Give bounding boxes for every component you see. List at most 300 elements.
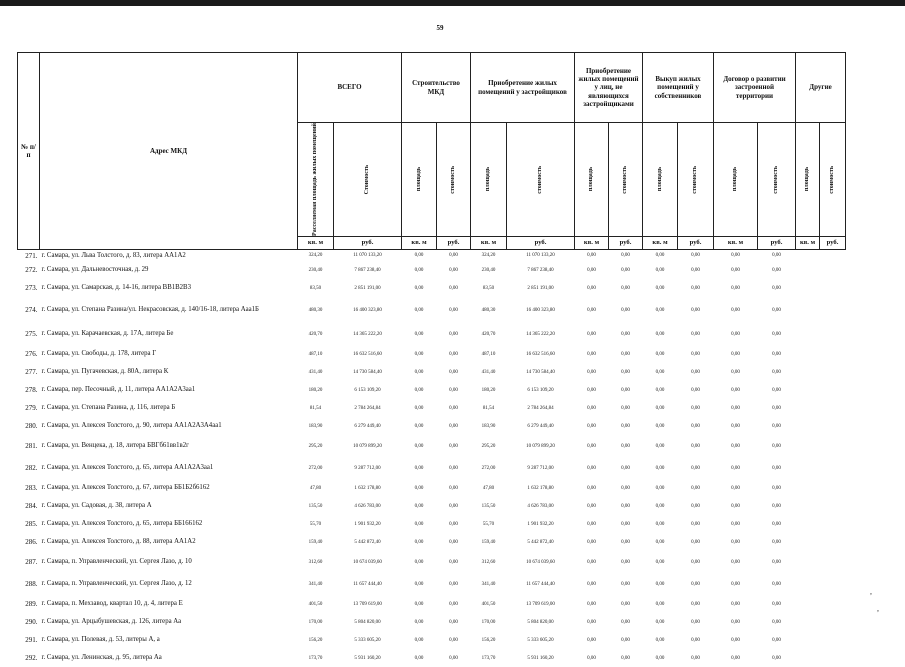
cell-nondeveloper-area: 0,00 xyxy=(587,485,596,491)
cell-nondeveloper-cost: 0,00 xyxy=(621,405,630,411)
cell-construction-cost: 0,00 xyxy=(449,285,458,291)
cell-nondeveloper-area: 0,00 xyxy=(587,267,596,273)
table-row xyxy=(18,551,846,573)
cell-development-cost: 0,00 xyxy=(772,443,781,449)
cell-buyout-area: 0,00 xyxy=(655,405,665,411)
row-address: г. Самара, ул. Самарская, д. 14-16, литера ВВ1В2В3 xyxy=(41,284,191,292)
cell-total-cost: 6 153 109,20 xyxy=(354,387,381,393)
cell-developer-cost: 11 657 444,40 xyxy=(526,581,555,587)
sub-header-area: площадь xyxy=(575,123,609,237)
unit-label: руб. xyxy=(678,236,714,249)
row-address: г. Самара, ул. Алексея Толстого, д. 67, литера ББ1Б2б6162 xyxy=(41,484,210,492)
cell-total-area: 183,90 xyxy=(308,423,323,429)
sub-header-cost: стоимость xyxy=(678,123,714,237)
cell-construction-area: 0,00 xyxy=(414,637,424,643)
cell-development-area: 0,00 xyxy=(731,253,740,259)
cell-other-cost xyxy=(820,363,846,381)
row-address: г. Самара, ул. Степана Разина/ул. Некрасовская, д. 140/16-18, литера Ааа1Б xyxy=(41,306,259,314)
cell-construction-cost: 0,00 xyxy=(449,331,458,337)
cell-other-area xyxy=(796,649,820,667)
cell-other-area xyxy=(796,457,820,479)
cell-construction-cost: 0,00 xyxy=(449,581,458,587)
cell-total-area: 55,70 xyxy=(309,521,322,527)
cell-nondeveloper-cost: 0,00 xyxy=(621,655,630,661)
cell-construction-area: 0,00 xyxy=(414,581,424,587)
cell-nondeveloper-cost: 0,00 xyxy=(621,559,630,565)
cell-development-cost: 0,00 xyxy=(772,465,781,471)
row-address: г. Самара, ул. Алексея Толстого, д. 65, литера ББ166162 xyxy=(41,520,203,528)
cell-developer-area: 312,60 xyxy=(481,559,496,565)
cell-construction-cost: 0,00 xyxy=(449,443,458,449)
cell-developer-cost: 11 070 133,20 xyxy=(526,253,555,259)
cell-developer-cost: 10 674 039,60 xyxy=(526,559,555,565)
cell-other-cost xyxy=(820,631,846,649)
cell-construction-cost: 0,00 xyxy=(449,423,458,429)
cell-other-area xyxy=(796,515,820,533)
cell-buyout-cost: 0,00 xyxy=(691,307,700,313)
cell-development-cost: 0,00 xyxy=(772,307,781,313)
cell-total-area: 173,70 xyxy=(308,655,323,661)
unit-label: кв. м xyxy=(402,236,437,249)
cell-total-cost: 7 867 238,40 xyxy=(354,267,381,273)
cell-construction-cost: 0,00 xyxy=(449,267,458,273)
col-header-number: № п/п xyxy=(18,53,40,250)
group-header-total: ВСЕГО xyxy=(298,53,402,123)
cell-nondeveloper-area: 0,00 xyxy=(587,253,596,259)
cell-buyout-cost: 0,00 xyxy=(691,285,700,291)
cell-other-cost xyxy=(820,297,846,323)
cell-developer-cost: 10 079 899,20 xyxy=(526,443,555,449)
cell-developer-cost: 2 851 191,00 xyxy=(527,285,554,291)
cell-developer-area: 156,20 xyxy=(481,637,496,643)
sub-header-area: площадь xyxy=(402,123,437,237)
sub-header-area: площадь xyxy=(796,123,820,237)
cell-buyout-cost: 0,00 xyxy=(691,581,700,587)
cell-construction-cost: 0,00 xyxy=(449,369,458,375)
cell-nondeveloper-cost: 0,00 xyxy=(621,443,630,449)
cell-buyout-area: 0,00 xyxy=(655,465,665,471)
cell-construction-area: 0,00 xyxy=(414,539,424,545)
cell-other-cost xyxy=(820,345,846,363)
table-row xyxy=(18,515,846,533)
cell-developer-area: 230,40 xyxy=(481,267,496,273)
cell-development-area: 0,00 xyxy=(731,637,740,643)
cell-other-area xyxy=(796,435,820,457)
cell-total-area: 431,40 xyxy=(308,369,323,375)
cell-nondeveloper-area: 0,00 xyxy=(587,521,596,527)
cell-developer-cost: 1 632 178,80 xyxy=(527,485,554,491)
row-address: г. Самара, ул. Степана Разина, д. 116, литера Б xyxy=(41,404,176,412)
cell-buyout-cost: 0,00 xyxy=(691,351,700,357)
row-number: 282. xyxy=(25,464,38,473)
cell-total-cost: 14 730 584,40 xyxy=(353,369,382,375)
table-row xyxy=(18,417,846,435)
cell-nondeveloper-area: 0,00 xyxy=(587,307,596,313)
row-number: 275. xyxy=(25,330,38,339)
cell-total-cost: 9 287 712,00 xyxy=(354,465,381,471)
cell-buyout-area: 0,00 xyxy=(655,253,665,259)
cell-total-cost: 2 784 264,84 xyxy=(354,405,381,411)
cell-development-cost: 0,00 xyxy=(772,405,781,411)
cell-buyout-area: 0,00 xyxy=(655,423,665,429)
cell-other-area xyxy=(796,479,820,497)
cell-nondeveloper-area: 0,00 xyxy=(587,285,596,291)
cell-total-cost: 2 851 191,00 xyxy=(354,285,381,291)
row-number: 283. xyxy=(25,484,38,493)
cell-buyout-area: 0,00 xyxy=(655,351,665,357)
row-number: 291. xyxy=(25,636,38,645)
row-number: 280. xyxy=(25,422,38,431)
sub-header-cost: стоимость xyxy=(820,123,846,237)
cell-construction-cost: 0,00 xyxy=(449,619,458,625)
cell-construction-cost: 0,00 xyxy=(449,485,458,491)
cell-nondeveloper-cost: 0,00 xyxy=(621,351,630,357)
cell-total-cost: 16 400 323,80 xyxy=(353,307,382,313)
cell-other-area xyxy=(796,631,820,649)
row-number: 278. xyxy=(25,386,38,395)
cell-developer-cost: 16 400 323,80 xyxy=(526,307,555,313)
cell-total-area: 180,20 xyxy=(308,387,323,393)
table-row xyxy=(18,345,846,363)
cell-other-cost xyxy=(820,595,846,613)
cell-other-cost xyxy=(820,479,846,497)
cell-developer-area: 47,80 xyxy=(482,485,495,491)
cell-construction-cost: 0,00 xyxy=(449,253,458,259)
cell-nondeveloper-cost: 0,00 xyxy=(621,601,630,607)
cell-nondeveloper-area: 0,00 xyxy=(587,581,596,587)
cell-buyout-area: 0,00 xyxy=(655,285,665,291)
cell-development-cost: 0,00 xyxy=(772,253,781,259)
row-address: г. Самара, ул. Алексея Толстого, д. 65, литера АА1А2А3аа1 xyxy=(41,464,214,472)
cell-buyout-cost: 0,00 xyxy=(691,485,700,491)
cell-buyout-cost: 0,00 xyxy=(691,521,700,527)
cell-developer-cost: 2 784 264,84 xyxy=(527,405,554,411)
cell-total-cost: 4 626 783,00 xyxy=(354,503,381,509)
cell-development-area: 0,00 xyxy=(731,267,740,273)
cell-developer-area: 324,20 xyxy=(481,253,496,259)
cell-developer-cost: 16 632 516,60 xyxy=(526,351,555,357)
cell-total-area: 47,80 xyxy=(309,485,322,491)
group-header-other: Другие xyxy=(796,53,846,123)
cell-total-area: 480,30 xyxy=(308,307,323,313)
cell-total-area: 341,40 xyxy=(308,581,323,587)
cell-nondeveloper-cost: 0,00 xyxy=(621,307,630,313)
cell-nondeveloper-area: 0,00 xyxy=(587,655,596,661)
cell-nondeveloper-area: 0,00 xyxy=(587,601,596,607)
row-address: г. Самара, ул. Садовая, д. 38, литера А xyxy=(41,502,152,510)
cell-other-area xyxy=(796,345,820,363)
cell-buyout-cost: 0,00 xyxy=(691,423,700,429)
cell-development-cost: 0,00 xyxy=(772,267,781,273)
cell-total-area: 159,40 xyxy=(308,539,323,545)
cell-development-cost: 0,00 xyxy=(772,559,781,565)
cell-buyout-area: 0,00 xyxy=(655,559,665,565)
cell-development-area: 0,00 xyxy=(731,559,740,565)
row-number: 281. xyxy=(25,442,38,451)
row-address: г. Самара, ул. Дальневосточная, д. 29 xyxy=(41,266,149,274)
cell-developer-cost: 9 287 712,00 xyxy=(527,465,554,471)
cell-total-area: 81,54 xyxy=(309,405,322,411)
cell-development-cost: 0,00 xyxy=(772,423,781,429)
cell-buyout-area: 0,00 xyxy=(655,655,665,661)
cell-other-cost xyxy=(820,533,846,551)
cell-other-cost xyxy=(820,649,846,667)
unit-label: кв. м xyxy=(298,236,334,249)
cell-development-cost: 0,00 xyxy=(772,655,781,661)
cell-construction-area: 0,00 xyxy=(414,559,424,565)
sub-header-area: площадь xyxy=(714,123,758,237)
cell-construction-cost: 0,00 xyxy=(449,351,458,357)
row-number: 292. xyxy=(25,654,38,663)
cell-other-cost xyxy=(820,551,846,573)
cell-construction-cost: 0,00 xyxy=(449,387,458,393)
cell-other-cost xyxy=(820,497,846,515)
cell-construction-cost: 0,00 xyxy=(449,307,458,313)
cell-development-cost: 0,00 xyxy=(772,539,781,545)
cell-other-cost xyxy=(820,417,846,435)
cell-development-cost: 0,00 xyxy=(772,601,781,607)
cell-construction-area: 0,00 xyxy=(414,443,424,449)
cell-buyout-area: 0,00 xyxy=(655,369,665,375)
table-row xyxy=(18,323,846,345)
cell-other-area xyxy=(796,399,820,417)
row-number: 290. xyxy=(25,618,38,627)
cell-nondeveloper-cost: 0,00 xyxy=(621,285,630,291)
group-header-non-developers: Приобретение жилых помещений у лиц, не являющихся застройщиками xyxy=(575,53,643,123)
table-row xyxy=(18,435,846,457)
cell-other-area xyxy=(796,417,820,435)
row-number: 286. xyxy=(25,538,38,547)
cell-development-cost: 0,00 xyxy=(772,619,781,625)
cell-nondeveloper-cost: 0,00 xyxy=(621,637,630,643)
cell-buyout-area: 0,00 xyxy=(655,443,665,449)
group-header-developers: Приобретение жилых помещений у застройщиков xyxy=(471,53,575,123)
cell-developer-area: 170,00 xyxy=(481,619,496,625)
cell-development-cost: 0,00 xyxy=(772,581,781,587)
cell-development-area: 0,00 xyxy=(731,539,740,545)
cell-developer-area: 431,40 xyxy=(481,369,496,375)
cell-other-cost xyxy=(820,515,846,533)
cell-development-cost: 0,00 xyxy=(772,351,781,357)
cell-buyout-area: 0,00 xyxy=(655,637,665,643)
cell-developer-area: 295,20 xyxy=(481,443,496,449)
cell-total-cost: 10 674 039,60 xyxy=(353,559,382,565)
cell-buyout-area: 0,00 xyxy=(655,267,665,273)
cell-nondeveloper-cost: 0,00 xyxy=(621,581,630,587)
cell-development-area: 0,00 xyxy=(731,503,740,509)
cell-developer-cost: 6 153 109,20 xyxy=(527,387,554,393)
cell-nondeveloper-cost: 0,00 xyxy=(621,465,630,471)
row-number: 274. xyxy=(25,306,38,315)
cell-developer-cost: 5 442 872,40 xyxy=(527,539,554,545)
cell-nondeveloper-area: 0,00 xyxy=(587,351,596,357)
cell-developer-area: 420,70 xyxy=(481,331,496,337)
cell-buyout-cost: 0,00 xyxy=(691,637,700,643)
cell-buyout-cost: 0,00 xyxy=(691,443,700,449)
row-address: г. Самара, ул. Алексея Толстого, д. 90, литера АА1А2А3А4аа1 xyxy=(41,422,222,430)
cell-development-area: 0,00 xyxy=(731,485,740,491)
cell-developer-area: 83,50 xyxy=(482,285,495,291)
sub-header-cost: стоимость xyxy=(758,123,796,237)
row-number: 272. xyxy=(25,266,38,275)
cell-total-cost: 5 931 160,20 xyxy=(354,655,381,661)
cell-nondeveloper-cost: 0,00 xyxy=(621,539,630,545)
cell-developer-cost: 4 626 783,00 xyxy=(527,503,554,509)
cell-total-area: 420,70 xyxy=(308,331,323,337)
cell-construction-cost: 0,00 xyxy=(449,503,458,509)
cell-construction-area: 0,00 xyxy=(414,485,424,491)
unit-label: руб. xyxy=(334,236,402,249)
cell-development-cost: 0,00 xyxy=(772,331,781,337)
cell-other-cost xyxy=(820,261,846,279)
cell-total-area: 487,10 xyxy=(308,351,323,357)
cell-other-area xyxy=(796,323,820,345)
table-row xyxy=(18,613,846,631)
cell-other-area xyxy=(796,261,820,279)
cell-total-cost: 5 804 820,00 xyxy=(354,619,381,625)
cell-development-cost: 0,00 xyxy=(772,485,781,491)
cell-buyout-cost: 0,00 xyxy=(691,619,700,625)
cell-developer-cost: 13 709 619,00 xyxy=(526,601,555,607)
unit-label: руб. xyxy=(609,236,643,249)
cell-other-area xyxy=(796,381,820,399)
cell-construction-area: 0,00 xyxy=(414,503,424,509)
cell-buyout-cost: 0,00 xyxy=(691,601,700,607)
cell-other-area xyxy=(796,613,820,631)
cell-buyout-cost: 0,00 xyxy=(691,387,700,393)
cell-development-area: 0,00 xyxy=(731,443,740,449)
row-number: 276. xyxy=(25,350,38,359)
cell-construction-area: 0,00 xyxy=(414,601,424,607)
row-number: 273. xyxy=(25,284,38,293)
cell-nondeveloper-cost: 0,00 xyxy=(621,369,630,375)
cell-development-cost: 0,00 xyxy=(772,637,781,643)
cell-developer-area: 159,40 xyxy=(481,539,496,545)
scan-mark: , xyxy=(870,587,872,596)
cell-other-cost xyxy=(820,457,846,479)
cell-nondeveloper-cost: 0,00 xyxy=(621,423,630,429)
cell-total-cost: 5 442 872,40 xyxy=(354,539,381,545)
cell-other-area xyxy=(796,497,820,515)
cell-total-area: 83,50 xyxy=(309,285,322,291)
cell-buyout-area: 0,00 xyxy=(655,307,665,313)
cell-construction-area: 0,00 xyxy=(414,351,424,357)
row-address: г. Самара, ул. Пугачевская, д. 80А, литера К xyxy=(41,368,169,376)
table-row xyxy=(18,399,846,417)
cell-developer-cost: 5 804 820,00 xyxy=(527,619,554,625)
cell-total-area: 135,50 xyxy=(308,503,323,509)
cell-construction-area: 0,00 xyxy=(414,423,424,429)
row-address: г. Самара, п. Управленческий, ул. Сергея Лазо, д. 12 xyxy=(41,580,192,588)
sub-header-cost: Стоимость xyxy=(334,123,402,237)
row-address: г. Самара, п. Управленческий, ул. Сергея Лазо, д. 10 xyxy=(41,558,192,566)
sub-header-cost: стоимость xyxy=(437,123,471,237)
cell-nondeveloper-cost: 0,00 xyxy=(621,387,630,393)
cell-total-area: 312,60 xyxy=(308,559,323,565)
table-row xyxy=(18,595,846,613)
cell-construction-area: 0,00 xyxy=(414,655,424,661)
cell-nondeveloper-cost: 0,00 xyxy=(621,503,630,509)
cell-construction-cost: 0,00 xyxy=(449,405,458,411)
cell-nondeveloper-area: 0,00 xyxy=(587,423,596,429)
cell-buyout-cost: 0,00 xyxy=(691,253,700,259)
cell-other-cost xyxy=(820,573,846,595)
cell-buyout-area: 0,00 xyxy=(655,539,665,545)
cell-nondeveloper-area: 0,00 xyxy=(587,369,596,375)
cell-total-area: 156,20 xyxy=(308,637,323,643)
cell-developer-cost: 5 931 160,20 xyxy=(527,655,554,661)
table-row xyxy=(18,261,846,279)
cell-buyout-area: 0,00 xyxy=(655,387,665,393)
cell-development-area: 0,00 xyxy=(731,405,740,411)
cell-buyout-area: 0,00 xyxy=(655,503,665,509)
cell-developer-area: 183,90 xyxy=(481,423,496,429)
cell-construction-cost: 0,00 xyxy=(449,539,458,545)
cell-buyout-cost: 0,00 xyxy=(691,331,700,337)
cell-development-cost: 0,00 xyxy=(772,521,781,527)
cell-buyout-area: 0,00 xyxy=(655,601,665,607)
table-row xyxy=(18,497,846,515)
row-number: 287. xyxy=(25,558,38,567)
unit-label: кв. м xyxy=(471,236,507,249)
cell-other-cost xyxy=(820,249,846,261)
sub-header-cost: стоимость xyxy=(507,123,575,237)
cell-development-cost: 0,00 xyxy=(772,387,781,393)
cell-buyout-cost: 0,00 xyxy=(691,539,700,545)
cell-nondeveloper-area: 0,00 xyxy=(587,503,596,509)
cell-developer-area: 55,70 xyxy=(482,521,495,527)
row-number: 285. xyxy=(25,520,38,529)
cell-buyout-area: 0,00 xyxy=(655,581,665,587)
page-number: 59 xyxy=(436,24,444,32)
cell-other-cost xyxy=(820,399,846,417)
row-number: 279. xyxy=(25,404,38,413)
housing-program-table xyxy=(17,52,846,667)
cell-developer-area: 401,50 xyxy=(481,601,496,607)
cell-construction-cost: 0,00 xyxy=(449,637,458,643)
col-header-address: Адрес МКД xyxy=(40,53,298,250)
cell-other-cost xyxy=(820,323,846,345)
cell-nondeveloper-area: 0,00 xyxy=(587,405,596,411)
cell-total-cost: 11 657 444,40 xyxy=(353,581,382,587)
cell-total-area: 272,00 xyxy=(308,465,323,471)
cell-development-area: 0,00 xyxy=(731,387,740,393)
cell-buyout-area: 0,00 xyxy=(655,485,665,491)
cell-development-cost: 0,00 xyxy=(772,369,781,375)
cell-other-cost xyxy=(820,435,846,457)
cell-development-area: 0,00 xyxy=(731,619,740,625)
cell-developer-area: 272,00 xyxy=(481,465,496,471)
unit-label: руб. xyxy=(437,236,471,249)
cell-other-area xyxy=(796,363,820,381)
cell-developer-area: 487,10 xyxy=(481,351,496,357)
cell-nondeveloper-cost: 0,00 xyxy=(621,619,630,625)
cell-construction-area: 0,00 xyxy=(414,253,424,259)
cell-developer-cost: 14 365 222,20 xyxy=(526,331,555,337)
cell-development-area: 0,00 xyxy=(731,351,740,357)
row-number: 288. xyxy=(25,580,38,589)
cell-nondeveloper-area: 0,00 xyxy=(587,559,596,565)
row-address: г. Самара, пер. Песочный, д. 11, литера АА1А2А3аа1 xyxy=(41,386,196,394)
cell-total-cost: 10 079 899,20 xyxy=(353,443,382,449)
table-row xyxy=(18,479,846,497)
cell-total-cost: 1 632 178,80 xyxy=(354,485,381,491)
row-address: г. Самара, ул. Венцека, д. 18, литера БВГб61вв1в2г xyxy=(41,442,189,450)
cell-buyout-cost: 0,00 xyxy=(691,655,700,661)
cell-other-area xyxy=(796,595,820,613)
row-number: 277. xyxy=(25,368,38,377)
row-number: 289. xyxy=(25,600,38,609)
